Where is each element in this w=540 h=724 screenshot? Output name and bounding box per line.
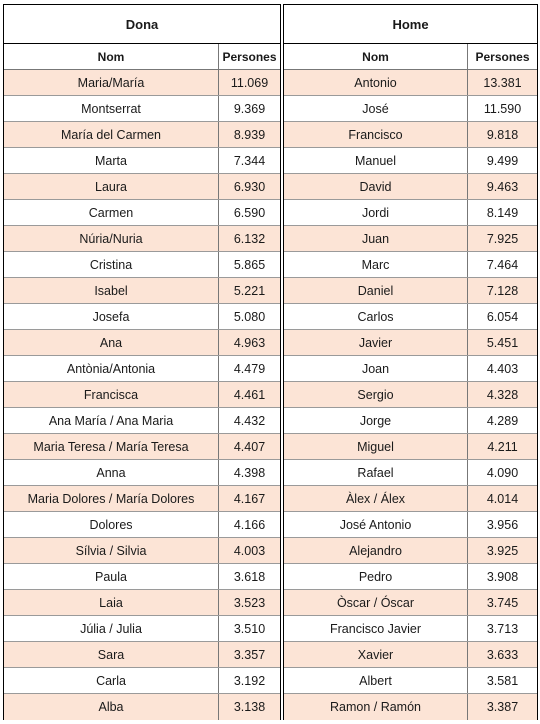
table-row: [284, 486, 537, 512]
table-row: [4, 434, 280, 460]
table-row: [4, 252, 280, 278]
count-cell: 4.461: [233, 387, 266, 402]
table-row: [284, 96, 537, 122]
count-cell: 7.464: [486, 257, 519, 272]
name-cell: Àlex / Álex: [284, 486, 468, 511]
table-row: [284, 564, 537, 590]
table-row: [4, 226, 280, 252]
count-cell: 3.192: [233, 673, 266, 688]
name-cell: Daniel: [284, 278, 468, 303]
name-cell: Maria Dolores / María Dolores: [4, 486, 219, 511]
name-cell: Maria Teresa / María Teresa: [4, 434, 219, 459]
count-cell: 7.128: [486, 283, 519, 298]
name-cell: Manuel: [284, 148, 468, 173]
count-cell: 8.149: [486, 205, 519, 220]
name-cell: Montserrat: [4, 96, 219, 121]
count-cell: 4.398: [233, 465, 266, 480]
name-cell: Isabel: [4, 278, 219, 303]
name-cell: Anna: [4, 460, 219, 485]
table-row: [4, 642, 280, 668]
count-cell: 4.963: [233, 335, 266, 350]
count-cell: 6.132: [233, 231, 266, 246]
name-cell: Sara: [4, 642, 219, 667]
count-cell: 5.080: [233, 309, 266, 324]
name-cell: Francisco Javier: [284, 616, 468, 641]
count-cell: 9.818: [486, 127, 519, 142]
count-cell: 7.925: [486, 231, 519, 246]
count-cell: 11.069: [230, 75, 269, 90]
name-cell: Francisco: [284, 122, 468, 147]
male-names-panel: [283, 4, 538, 720]
name-cell: Carlos: [284, 304, 468, 329]
name-cell: Pedro: [284, 564, 468, 589]
count-cell: 6.054: [486, 309, 519, 324]
count-cell: 5.451: [486, 335, 519, 350]
table-row: [4, 460, 280, 486]
table-row: [4, 356, 280, 382]
table-row: [284, 538, 537, 564]
count-cell: 4.407: [233, 439, 266, 454]
table-row: [4, 512, 280, 538]
name-cell: Sílvia / Silvia: [4, 538, 219, 563]
table-row: [284, 304, 537, 330]
table-row: [4, 304, 280, 330]
count-cell: 3.956: [486, 517, 519, 532]
name-cell: Júlia / Julia: [4, 616, 219, 641]
count-cell: 4.328: [486, 387, 519, 402]
table-row: [284, 356, 537, 382]
table-row: [4, 564, 280, 590]
table-row: [284, 668, 537, 694]
name-cell: Carmen: [4, 200, 219, 225]
count-cell: 8.939: [233, 127, 266, 142]
count-cell: 3.510: [233, 621, 266, 636]
table-row: [284, 616, 537, 642]
table-row: [4, 668, 280, 694]
table-row: [4, 694, 280, 720]
count-cell: 4.090: [486, 465, 519, 480]
table-row: [284, 382, 537, 408]
table-row: [4, 486, 280, 512]
name-cell: Laura: [4, 174, 219, 199]
name-cell: Jorge: [284, 408, 468, 433]
female-column-headers: [4, 44, 280, 70]
name-cell: Antonio: [284, 70, 468, 95]
male-name-column-header: Nom: [284, 44, 468, 69]
female-name-column-header: Nom: [4, 44, 219, 69]
male-column-headers: [284, 44, 537, 70]
count-cell: 4.003: [233, 543, 266, 558]
count-cell: 13.381: [483, 75, 522, 90]
table-row: [4, 538, 280, 564]
name-cell: Jordi: [284, 200, 468, 225]
table-row: [4, 590, 280, 616]
table-row: [284, 694, 537, 720]
count-cell: 3.618: [233, 569, 266, 584]
table-row: [284, 642, 537, 668]
male-section-title: Home: [284, 5, 537, 44]
female-count-column-header: Persones: [222, 49, 277, 64]
table-row: [4, 122, 280, 148]
table-row: [4, 330, 280, 356]
count-cell: 4.432: [233, 413, 266, 428]
count-cell: 9.499: [486, 153, 519, 168]
name-cell: Alba: [4, 694, 219, 720]
name-cell: Dolores: [4, 512, 219, 537]
count-cell: 7.344: [233, 153, 266, 168]
name-cell: Rafael: [284, 460, 468, 485]
count-cell: 3.581: [486, 673, 519, 688]
count-cell: 3.633: [486, 647, 519, 662]
count-cell: 6.930: [233, 179, 266, 194]
name-cell: Cristina: [4, 252, 219, 277]
name-cell: Xavier: [284, 642, 468, 667]
count-cell: 4.167: [233, 491, 266, 506]
count-cell: 11.590: [483, 101, 522, 116]
name-cell: Miguel: [284, 434, 468, 459]
table-row: [4, 174, 280, 200]
name-cell: Alejandro: [284, 538, 468, 563]
name-cell: Francisca: [4, 382, 219, 407]
name-cell: Maria/María: [4, 70, 219, 95]
name-cell: Antònia/Antonia: [4, 356, 219, 381]
name-cell: José Antonio: [284, 512, 468, 537]
name-cell: Ramon / Ramón: [284, 694, 468, 720]
count-cell: 3.387: [486, 700, 519, 714]
table-row: [4, 616, 280, 642]
count-cell: 3.745: [486, 595, 519, 610]
table-row: [4, 148, 280, 174]
table-row: [4, 200, 280, 226]
name-cell: Òscar / Óscar: [284, 590, 468, 615]
name-cell: Joan: [284, 356, 468, 381]
count-cell: 5.221: [233, 283, 266, 298]
name-cell: Josefa: [4, 304, 219, 329]
table-row: [4, 382, 280, 408]
table-row: [284, 252, 537, 278]
female-rows: [4, 70, 280, 720]
table-row: [284, 590, 537, 616]
table-row: [284, 460, 537, 486]
name-cell: Javier: [284, 330, 468, 355]
count-cell: 3.523: [233, 595, 266, 610]
table-row: [4, 408, 280, 434]
table-row: [4, 70, 280, 96]
name-cell: Carla: [4, 668, 219, 693]
count-cell: 4.211: [487, 439, 518, 454]
table-row: [4, 96, 280, 122]
table-row: [4, 278, 280, 304]
name-cell: Núria/Nuria: [4, 226, 219, 251]
name-cell: Albert: [284, 668, 468, 693]
count-cell: 3.713: [486, 621, 519, 636]
female-names-panel: [3, 4, 281, 720]
count-cell: 4.289: [486, 413, 519, 428]
name-cell: Marta: [4, 148, 219, 173]
table-row: [284, 512, 537, 538]
table-row: [284, 408, 537, 434]
name-cell: David: [284, 174, 468, 199]
name-cell: Ana María / Ana Maria: [4, 408, 219, 433]
table-row: [284, 226, 537, 252]
table-row: [284, 330, 537, 356]
count-cell: 9.463: [486, 179, 519, 194]
female-section-title: Dona: [4, 5, 280, 44]
male-count-column-header: Persones: [475, 49, 530, 64]
male-rows: [284, 70, 537, 720]
count-cell: 3.357: [233, 647, 266, 662]
name-cell: Laia: [4, 590, 219, 615]
count-cell: 9.369: [233, 101, 266, 116]
name-cell: Juan: [284, 226, 468, 251]
count-cell: 3.908: [486, 569, 519, 584]
table-row: [284, 434, 537, 460]
table-row: [284, 174, 537, 200]
count-cell: 3.138: [233, 700, 266, 714]
count-cell: 4.166: [233, 517, 266, 532]
count-cell: 6.590: [233, 205, 266, 220]
table-row: [284, 278, 537, 304]
names-table-sheet: [3, 4, 538, 720]
name-cell: Marc: [284, 252, 468, 277]
count-cell: 4.479: [233, 361, 266, 376]
name-cell: Ana: [4, 330, 219, 355]
name-cell: María del Carmen: [4, 122, 219, 147]
count-cell: 4.403: [486, 361, 519, 376]
table-row: [284, 122, 537, 148]
count-cell: 5.865: [233, 257, 266, 272]
table-row: [284, 200, 537, 226]
table-row: [284, 148, 537, 174]
name-cell: Paula: [4, 564, 219, 589]
name-cell: José: [284, 96, 468, 121]
name-cell: Sergio: [284, 382, 468, 407]
count-cell: 3.925: [486, 543, 519, 558]
count-cell: 4.014: [486, 491, 519, 506]
table-row: [284, 70, 537, 96]
